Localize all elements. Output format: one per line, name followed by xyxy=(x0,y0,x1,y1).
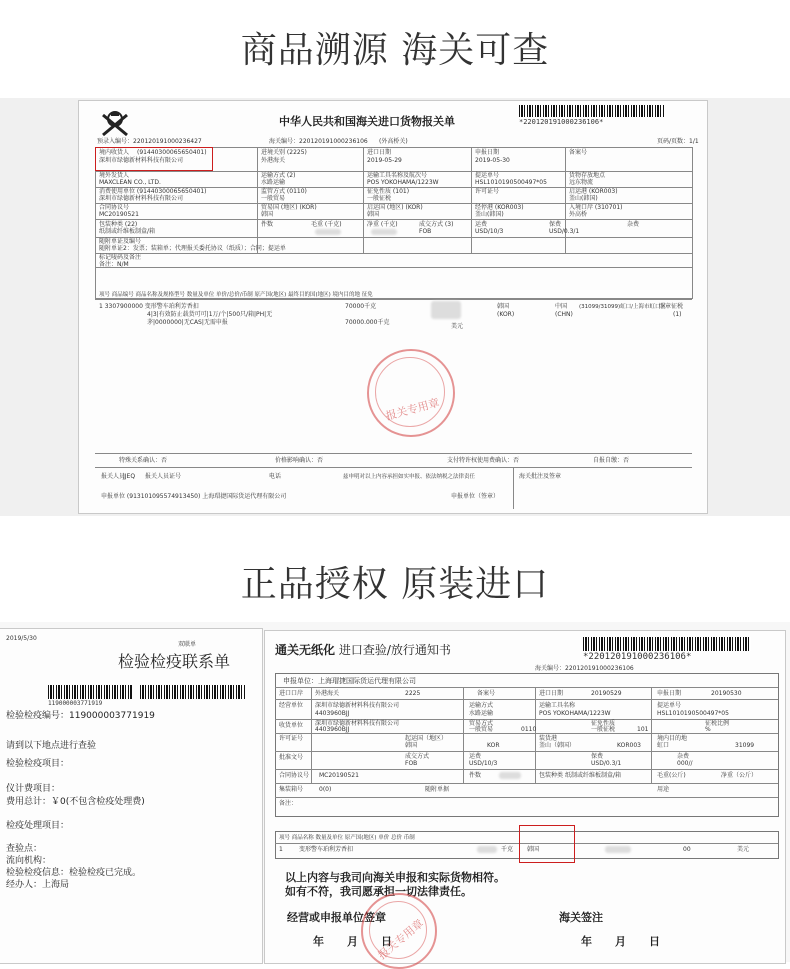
goods-line3: 茅|0000000|无CAS|无需申报 xyxy=(147,319,228,326)
rel-contract: MC20190521 xyxy=(319,772,359,779)
confirm-special: 特殊关系确认：否 xyxy=(119,457,168,464)
inspection-line9: 经办人：上海局 xyxy=(6,880,70,890)
rel-package-label: 包装种类 xyxy=(539,772,564,779)
inspection-line4: 费用总计：￥0(不包含检疫处理费) xyxy=(6,797,145,807)
consignee-name: 深圳市绿德新材料科技有限公司 xyxy=(99,157,184,164)
rel-approval-label: 批准文号 xyxy=(279,754,304,761)
rel-depart-label: 装货港 xyxy=(539,735,558,742)
vessel-label: 运输工具名称及航次号 xyxy=(367,172,428,179)
inspection-line5: 检疫处理项目： xyxy=(6,821,70,831)
declare-date-label: 申报日期 xyxy=(475,149,500,156)
rel-containers-label: 集装箱号 xyxy=(279,786,304,793)
rel-transport: 水路运输 xyxy=(469,710,494,717)
rel-declare-date-label: 申报日期 xyxy=(657,690,682,697)
rel-bl-label: 提运单号 xyxy=(657,702,682,709)
rel-levy-label: 征免性质 xyxy=(591,720,616,727)
goods-line1: 1 3307900000 变形警车珀利芳香扣 xyxy=(99,303,199,310)
freight: USD/10/3 xyxy=(475,228,504,235)
inspection-line2: 检验检疫项目： xyxy=(6,759,70,769)
entry-customs-label: 进境关别 (2225) xyxy=(261,149,307,156)
release-agent: 申报单位：上海瑁捷国际货运代理有限公司 xyxy=(283,677,416,685)
heading-authorized: 正品授权 原装进口 xyxy=(240,564,550,605)
customs-stamp-text: 报关专用章 xyxy=(384,396,441,423)
release-date-right: 年 月 日 xyxy=(581,935,660,948)
transit-port-label: 经停港 (KOR003) xyxy=(475,204,524,211)
pre-entry-no: 预录入编号：220120191000236427 xyxy=(97,138,202,145)
rel-trade: 一般贸易 xyxy=(469,726,494,733)
inspection-date: 2019/5/30 xyxy=(6,635,37,642)
confirm-self: 自报自缴：否 xyxy=(593,457,630,464)
trade-country-label: 贸易国 (地区) (KOR) xyxy=(261,204,317,211)
rel-misc-label: 杂费 xyxy=(677,753,690,760)
rel-origin-code: KOR xyxy=(487,742,500,749)
transit-port: 釜山(韩国) xyxy=(475,211,504,218)
freight-label: 运费 xyxy=(475,221,488,228)
depart-port: 釜山(韩国) xyxy=(569,195,598,202)
user-label: 消费使用单位 (91440300065650401) xyxy=(99,188,207,195)
rel-record-label: 备案号 xyxy=(477,690,496,697)
consignor: MAXCLEAN CO., LTD. xyxy=(99,179,161,186)
rel-deal: FOB xyxy=(405,760,418,767)
supervision-label: 监管方式 (0110) xyxy=(261,188,307,195)
rel-insurance-label: 保费 xyxy=(591,753,604,760)
transport-label: 运输方式 (2) xyxy=(261,172,296,179)
inspection-barcode-a xyxy=(48,685,132,699)
rel-consignee: 深圳市绿德新材料科技有限公司 xyxy=(315,702,400,709)
misc-label: 杂费 xyxy=(627,221,640,228)
release-notice xyxy=(264,630,786,964)
storage-label: 货物存放地点 xyxy=(569,172,606,179)
rel-freight-label: 运费 xyxy=(469,753,482,760)
entry-customs: 外港海关 xyxy=(261,157,286,164)
rel-ratio: % xyxy=(705,726,711,733)
consignee-label: 境内收货人 xyxy=(99,149,130,156)
rel-consignee-label: 经营单位 xyxy=(279,702,304,709)
inspection-barcode-text: 119000003771919 xyxy=(48,700,103,707)
rel-ratio-label: 征税比例 xyxy=(705,720,730,727)
marks-label: 标记唛码及备注 xyxy=(99,254,142,261)
rel-contract-label: 合同协议号 xyxy=(279,772,310,779)
goods-currency: 美元 xyxy=(451,323,464,330)
release-sign-right: 海关签注 xyxy=(559,911,603,924)
customs-no: 海关编号：220120191000236106 xyxy=(269,138,368,145)
trade-country: 韩国 xyxy=(261,211,274,218)
declare-unit-seal: 申报单位（签章） xyxy=(451,493,500,500)
insurance: USD/0.3/1 xyxy=(549,228,580,235)
insurance-label: 保费 xyxy=(549,221,562,228)
depart-port-label: 启运港 (KOR003) xyxy=(569,188,618,195)
inspection-no: 检验检疫编号：119000003771919 xyxy=(6,711,155,721)
goods-district: (31099/31099)虹口/上海市虹口区 xyxy=(579,304,666,310)
goods-dest: 中国 xyxy=(555,303,568,310)
goods-qty1: 70000千克 xyxy=(345,303,377,310)
package-label: 包装种类 (22) xyxy=(99,221,138,228)
rel-entry: 外港海关 xyxy=(315,690,340,697)
rel-remarks-label: 备注： xyxy=(279,800,298,807)
release-barcode-text: *220120191000236106* xyxy=(583,652,692,662)
inspection-line8: 检验检疫信息：检验检疫已完成。 xyxy=(6,868,142,878)
release-grid xyxy=(275,673,779,817)
rel-vessel: POS YOKOHAMA/1223W xyxy=(539,710,611,717)
inspection-barcode-b xyxy=(140,685,246,699)
import-date-label: 进口日期 xyxy=(367,149,392,156)
goods-levy: 照章征税 xyxy=(659,303,684,310)
vessel: POS YOKOHAMA/1223W xyxy=(367,179,439,186)
pieces-label: 件数 xyxy=(261,221,274,228)
goods-line2: 4|3|有效防止载货可可|1万/个|500只/箱|PH|无 xyxy=(147,311,273,318)
inspection-line7: 流向机构： xyxy=(6,856,52,866)
entry-port-label: 入境口岸 (310701) xyxy=(569,204,623,211)
heading-traceability: 商品溯源 海关可查 xyxy=(240,30,550,71)
rel-entry-code: 2225 xyxy=(405,690,421,697)
contract: MC20190521 xyxy=(99,211,139,218)
declaration-barcode xyxy=(519,105,665,117)
confirm-royalty: 支付特许权使用费确认：否 xyxy=(447,457,520,464)
rel-net-label: 净重（公斤） xyxy=(721,772,758,779)
release-sign-left: 经营或申报单位签章 xyxy=(287,911,386,924)
rel-user-label: 收货单位 xyxy=(279,722,304,729)
supervision: 一般贸易 xyxy=(261,195,286,202)
page-count: 页码/页数：1/1 xyxy=(657,138,699,145)
rel-gross-label: 毛重(公斤) xyxy=(657,772,686,779)
rel-license-label: 许可证号 xyxy=(279,735,304,742)
release-row-no: 1 xyxy=(279,846,283,853)
rel-levy-code: 101 xyxy=(637,726,649,733)
inspection-line1: 请到以下地点进行查验 xyxy=(6,741,97,751)
inspection-sub: 双联单 xyxy=(178,641,197,648)
inspection-line6: 查验点： xyxy=(6,844,43,854)
transport: 水路运输 xyxy=(261,179,286,186)
release-table-header: 项号 商品名称 数量及单位 原产国(地区) 单价 总价 币制 xyxy=(279,835,415,841)
declare-date: 2019-05-30 xyxy=(475,157,510,164)
release-row-name: 变形警车珀利芳香扣 xyxy=(299,846,354,853)
release-stamp-text: 报关专用章 xyxy=(375,916,427,963)
contract-label: 合同协议号 xyxy=(99,204,130,211)
release-customs-no: 海关编号：220120191000236106 xyxy=(535,665,634,672)
deal: FOB xyxy=(419,228,432,235)
rel-consignee-code: 4403960BJJ xyxy=(315,710,350,717)
goods-origin-code: (KOR) xyxy=(497,311,515,318)
rel-transport-label: 运输方式 xyxy=(469,702,494,709)
goods-header: 项号 商品编号 商品名称及规格型号 数量及单位 单价/总价/币制 原产国(地区) 最终目的国(地区) 境内目的地 征免 xyxy=(99,292,373,298)
remarks-label: 海关批注及签章 xyxy=(519,473,562,480)
customs-brief: (外高桥关) xyxy=(379,138,408,145)
origin-highlight xyxy=(519,825,575,863)
declarant: JJEQ xyxy=(123,473,136,480)
marks: 备注：N/M xyxy=(99,261,129,268)
rel-bl: HSL1010190500497*05 xyxy=(657,710,729,717)
import-date: 2019-05-29 xyxy=(367,157,402,164)
rel-user: 深圳市绿德新材料科技有限公司 xyxy=(315,720,400,727)
entry-port: 外高桥 xyxy=(569,211,588,218)
rel-depart: 釜山（韩国） xyxy=(539,742,576,749)
release-title xyxy=(275,641,451,658)
deal-label: 成交方式 (3) xyxy=(419,221,454,228)
goods-origin: 韩国 xyxy=(497,303,510,310)
release-barcode xyxy=(583,637,751,651)
release-row-total: 00 xyxy=(683,846,691,853)
rel-entry-label: 进口口岸 xyxy=(279,690,304,697)
user: 深圳市绿德新材料科技有限公司 xyxy=(99,195,184,202)
rel-use-label: 用途 xyxy=(657,786,670,793)
statement: 兹申明对以上内容承担如实申报、依法纳税之法律责任 xyxy=(343,474,476,480)
bl-label: 提运单号 xyxy=(475,172,500,179)
bl-number: HSL1010190500497*05 xyxy=(475,179,547,186)
consignee-code: (91440300065650401) xyxy=(137,149,207,156)
customs-emblem-icon xyxy=(99,109,131,137)
rel-trade-code: 0110 xyxy=(521,726,537,733)
release-title-bold: 通关无纸化 xyxy=(275,643,336,657)
levy-label: 征免性质 (101) xyxy=(367,188,410,195)
record-no-label: 备案号 xyxy=(569,149,588,156)
rel-docs-label: 随附单据 xyxy=(425,786,450,793)
rel-vessel-label: 运输工具名称 xyxy=(539,702,576,709)
confirm-price: 价格影响确认：否 xyxy=(275,457,324,464)
consignor-label: 境外发货人 xyxy=(99,172,130,179)
inspection-sheet xyxy=(0,628,263,964)
inspection-line3: 仪计费项目： xyxy=(6,784,61,794)
rel-declare-date: 20190530 xyxy=(711,690,742,697)
rel-district-label: 境内目的地 xyxy=(657,735,688,742)
phone-label: 电话 xyxy=(269,473,282,480)
rel-origin-label: 起运国（地区） xyxy=(405,735,448,742)
package: 纸制或纤维板制盒/箱 xyxy=(99,228,156,235)
levy: 一般征税 xyxy=(367,195,392,202)
declarant-cert: 报关人员证号 xyxy=(145,473,182,480)
docs: 随附单证2：发票；装箱单；代理报关委托协议（纸质）；合同；提运单 xyxy=(99,245,286,252)
customs-declaration-doc xyxy=(78,100,708,514)
release-row-qty: 千克 xyxy=(501,846,514,853)
release-title-rest: 进口查验/放行通知书 xyxy=(335,643,451,657)
license-label: 许可证号 xyxy=(475,188,500,195)
rel-user-code: 4403960BJJ xyxy=(315,726,350,733)
declarant-label: 报关人员 xyxy=(101,473,126,480)
origin-country-label: 启运国 (地区) (KOR) xyxy=(367,204,423,211)
rel-deal-label: 成交方式 xyxy=(405,753,430,760)
consignee-highlight xyxy=(95,147,213,171)
storage: 远东物流 xyxy=(569,179,594,186)
rel-insurance: USD/0.3/1 xyxy=(591,760,622,767)
rel-freight: USD/10/3 xyxy=(469,760,498,767)
release-row-currency: 美元 xyxy=(737,846,750,853)
rel-depart-code: KOR003 xyxy=(617,742,641,749)
rel-misc: 000// xyxy=(677,760,693,767)
rel-district: 虹口 xyxy=(657,742,670,749)
goods-levy-code: (1) xyxy=(673,311,682,318)
goods-dest-code: (CHN) xyxy=(555,311,573,318)
net-label: 净重 (千克) xyxy=(367,221,398,228)
release-row-origin: 韩国 xyxy=(527,846,540,853)
release-statement-1: 以上内容与我司向海关申报和实际货物相符。 xyxy=(285,871,505,884)
rel-trade-label: 贸易方式 xyxy=(469,720,494,727)
rel-containers: 0(0) xyxy=(319,786,332,793)
origin-country: 韩国 xyxy=(367,211,380,218)
rel-origin: 韩国 xyxy=(405,742,418,749)
release-statement-2: 如有不符，我司愿承担一切法律责任。 xyxy=(285,885,472,898)
release-date-left: 年 月 日 xyxy=(313,935,392,948)
rel-levy: 一般征税 xyxy=(591,726,616,733)
rel-package: 纸制或纤维板制盒/箱 xyxy=(565,772,622,779)
declaration-title: 中华人民共和国海关进口货物报关单 xyxy=(279,115,455,128)
inspection-title: 检验检疫联系单 xyxy=(118,652,231,671)
rel-import-date-label: 进口日期 xyxy=(539,690,564,697)
rel-district-code: 31099 xyxy=(735,742,755,749)
rel-pieces-label: 件数 xyxy=(469,772,482,779)
docs-label: 随附单证及编号 xyxy=(99,238,142,245)
goods-qty2: 70000.000千克 xyxy=(345,319,390,326)
declare-unit: 申报单位 (913101095574913450) 上海瑁捷国际货运代理有限公司 xyxy=(101,493,287,500)
gross-label: 毛重 (千克) xyxy=(311,221,342,228)
rel-import-date: 20190529 xyxy=(591,690,622,697)
declaration-barcode-text: *220120191000236106* xyxy=(519,118,604,126)
